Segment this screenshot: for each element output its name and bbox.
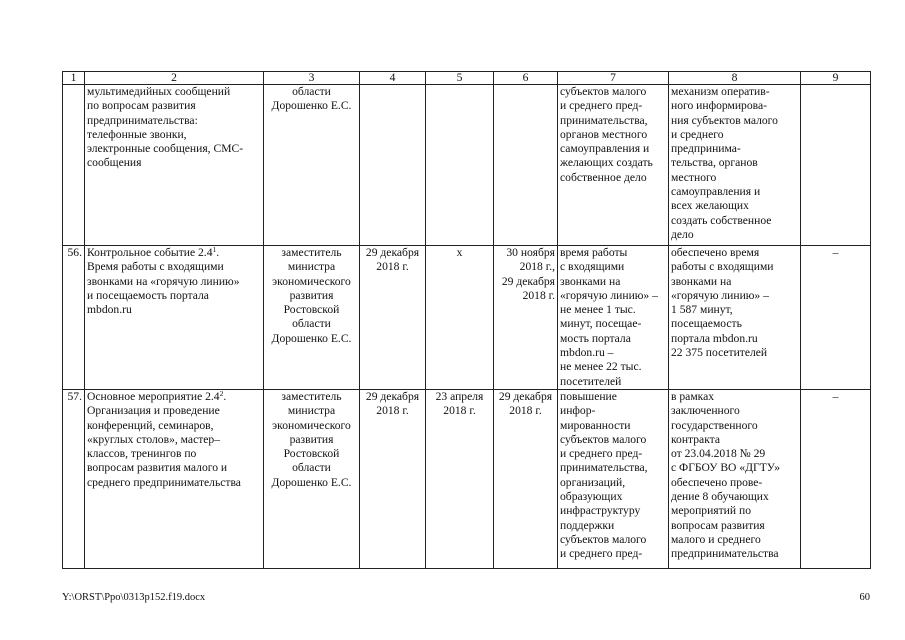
cell-reason: – <box>801 390 871 569</box>
cell-plan-date <box>360 85 426 246</box>
cell-start-date: 23 апреля 2018 г. <box>426 390 494 569</box>
cell-reason: – <box>801 246 871 390</box>
cell-number: 56. <box>63 246 85 390</box>
col-header-2: 2 <box>85 72 264 85</box>
cell-reason <box>801 85 871 246</box>
cell-expected-result: субъектов малого и среднего пред- принимательства, органов местного самоуправления и желающих создать собственное дело <box>558 85 669 246</box>
plan-table <box>62 71 871 569</box>
cell-end-date: 30 ноября 2018 г., 29 декабря 2018 г. <box>494 246 558 390</box>
cell-responsible: заместитель министра экономического развития Ростовской области Дорошенко Е.С. <box>264 246 360 390</box>
cell-actual-result: в рамках заключенного государственного контракта от 23.04.2018 № 29 с ФГБОУ ВО «ДГТУ» обеспечено прове- дение 8 обучающих мероприятий по вопросам развития малого и среднего предпринимательства <box>669 390 801 569</box>
cell-event-name: Контрольное событие $2.4^1$. Время работы с входящими звонками на «горячую линию» и посещаемость портала mbdon.ru <box>85 246 264 390</box>
page-number: 60 <box>859 592 870 603</box>
col-header-3: 3 <box>264 72 360 85</box>
file-path: Y:\ORST\Ppo\0313p152.f19.docx <box>62 592 206 603</box>
cell-actual-result: обеспечено время работы с входящими звонками на «горячую линию» – 1 587 минут, посещаемость портала mbdon.ru 22 375 посетителей <box>669 246 801 390</box>
col-header-5: 5 <box>426 72 494 85</box>
cell-responsible: области Дорошенко Е.С. <box>264 85 360 246</box>
cell-expected-result: повышение инфор- мированности субъектов малого и среднего пред- принимательства, организаций, образующих инфраструктуру поддержки субъектов малого и среднего пред- <box>558 390 669 569</box>
cell-responsible: заместитель министра экономического развития Ростовской области Дорошенко Е.С. <box>264 390 360 569</box>
table-row-57 <box>63 390 871 569</box>
cell-actual-result: механизм оператив- ного информирова- ния субъектов малого и среднего предпринима- тельства, органов местного самоуправления и всех желающих создать собственное дело <box>669 85 801 246</box>
cell-end-date: 29 декабря 2018 г. <box>494 390 558 569</box>
cell-plan-date: 29 декабря 2018 г. <box>360 390 426 569</box>
cell-number <box>63 85 85 246</box>
col-header-4: 4 <box>360 72 426 85</box>
cell-event-name: мультимедийных сообщений по вопросам развития предпринимательства: телефонные звонки, электронные сообщения, СМС- сообщения <box>85 85 264 246</box>
document-page <box>62 71 870 569</box>
col-header-8: 8 <box>669 72 801 85</box>
table-row-56 <box>63 246 871 390</box>
cell-expected-result: время работы с входящими звонками на «горячую линию» – не менее 1 тыс. минут, посещае- мость портала mbdon.ru – не менее 22 тыс. посетителей <box>558 246 669 390</box>
cell-plan-date: 29 декабря 2018 г. <box>360 246 426 390</box>
col-header-6: 6 <box>494 72 558 85</box>
cell-end-date <box>494 85 558 246</box>
cell-start-date: x <box>426 246 494 390</box>
cell-start-date <box>426 85 494 246</box>
header-row <box>63 72 871 85</box>
cell-number: 57. <box>63 390 85 569</box>
col-header-1: 1 <box>63 72 85 85</box>
col-header-7: 7 <box>558 72 669 85</box>
cell-event-name: Основное мероприятие $2.4^2$. Организация и проведение конференций, семинаров, «круглых столов», мастер– классов, тренингов по вопросам развития малого и среднего предпринимательства <box>85 390 264 569</box>
col-header-9: 9 <box>801 72 871 85</box>
table-row-continuation <box>63 85 871 246</box>
